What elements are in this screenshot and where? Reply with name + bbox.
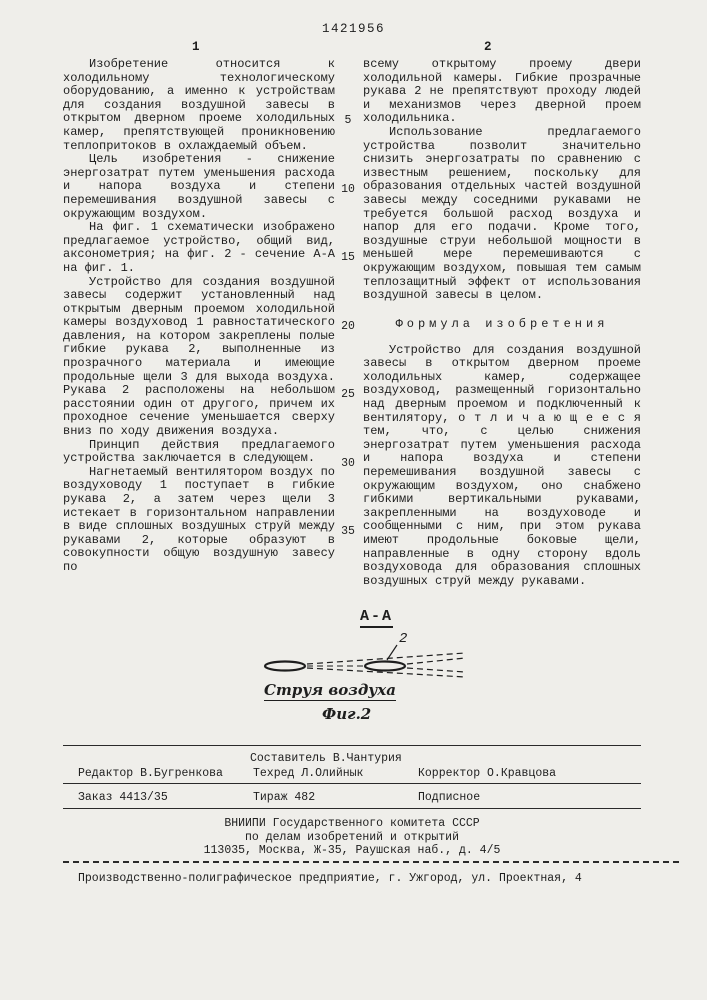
dashed-divider bbox=[63, 861, 679, 863]
air-jet-dashed-line bbox=[407, 658, 465, 664]
org-address-line: 113035, Москва, Ж-35, Раушская наб., д. 4/5 bbox=[203, 844, 501, 857]
paragraph: Цель изобретения - снижение энергозатрат путем уменьшения расхода и напора воздуха и степени перемешивания воздушной завесы с окружающим воздухом. bbox=[63, 152, 335, 221]
paragraph: Использование предлагаемого устройства позволит значительно снизить энергозатраты по сравнению с известным решением, поскольку для образования отдельных частей воздушной завесы между соседними рукавами не требуется большой расход воздуха и напор для его подачи. Кроме того, воздушные струи небольшой мощности в меньшей мере перемешиваются с окружающим воздухом, повышая тем самым теплозащитный эффект от использования воздушной завесы в целом. bbox=[363, 124, 641, 303]
air-jet-dashed-line bbox=[307, 668, 465, 677]
paragraph: На фиг. 1 схематически изображено предлагаемое устройство, общий вид, аксонометрия; на фиг. 2 - сечение А-А на фиг. 1. bbox=[63, 220, 335, 275]
formula-heading: Формула изобретения bbox=[395, 316, 609, 331]
line-number: 20 bbox=[341, 320, 355, 333]
line-number: 35 bbox=[341, 525, 355, 538]
line-number: 5 bbox=[344, 114, 352, 127]
part-number-label: 2 bbox=[399, 631, 408, 647]
line-number: 15 bbox=[341, 251, 355, 264]
paragraph: Изобретение относится к холодильному технологическому оборудованию, а именно к устройствам для создания воздушной завесы в открытом дверном проеме холодильных камер, препятствующей проникновению теплопритоков в охлаждаемый объем. bbox=[63, 57, 335, 153]
org-name-line: ВНИИПИ Государственного комитета СССР bbox=[224, 817, 480, 830]
imprint-footer bbox=[63, 745, 641, 895]
right-column bbox=[363, 58, 641, 588]
printing-house-line: Производственно-полиграфическое предприятие, г. Ужгород, ул. Проектная, 4 bbox=[78, 872, 582, 885]
figure-drawing bbox=[250, 627, 490, 687]
order-number: Заказ 4413/35 bbox=[78, 791, 168, 804]
tech-editor-credit: Техред Л.Олийнык bbox=[253, 767, 364, 780]
paragraph: Принцип действия предлагаемого устройства заключается в следующем. bbox=[63, 437, 335, 466]
section-a-a-label: А-А bbox=[360, 608, 393, 628]
paragraph: Устройство для создания воздушной завесы содержит установленный над открытым дверным проемом холодильной камеры воздуховод 1 равностатического давления, на котором закреплены полые гибкие рукава 2, выполненные из прозрачного материала и имеющие продольные щели 3 для выхода воздуха. Рукава 2 расположены на небольшом расстоянии один от другого, причем их проходное сечение уменьшается сверху вниз по ходу движения воздуха. bbox=[63, 274, 335, 439]
line-number: 30 bbox=[341, 457, 355, 470]
divider bbox=[63, 808, 641, 809]
divider bbox=[63, 783, 641, 784]
column-number-right: 2 bbox=[484, 40, 492, 54]
air-jet-label: Струя воздуха bbox=[264, 681, 396, 699]
air-jet-dashed-line bbox=[407, 668, 465, 672]
print-run: Тираж 482 bbox=[253, 791, 316, 804]
paragraph: всему открытому проему двери холодильной камеры. Гибкие прозрачные рукава 2 не препятствуют проходу людей и механизмов через дверной проем холодильника. bbox=[363, 57, 641, 126]
sleeve-section bbox=[265, 662, 305, 671]
line-number: 25 bbox=[341, 388, 355, 401]
subscription-note: Подписное bbox=[418, 791, 481, 804]
editor-credit: Редактор В.Бугренкова bbox=[78, 767, 223, 780]
paragraph: Нагнетаемый вентилятором воздух по воздуховоду 1 поступает в гибкие рукава 2, а затем через щели 3 истекает в горизонтальном направлении в виде сплошных воздушных струй между рукавами 2, которые образуют в совокупности общую воздушную завесу по bbox=[63, 464, 335, 574]
patent-number: 1421956 bbox=[321, 22, 385, 36]
corrector-credit: Корректор О.Кравцова bbox=[418, 767, 557, 780]
org-dept-line: по делам изобретений и открытий bbox=[245, 831, 459, 844]
sleeve-section bbox=[365, 662, 405, 671]
figure-2 bbox=[250, 605, 510, 735]
column-number-left: 1 bbox=[192, 40, 200, 54]
paragraph: Устройство для создания воздушной завесы в открытом дверном проеме холодильных камер, содержащее воздуховод, размещенный горизонтально над дверным проемом и подключенный к вентилятору, о т л и ч а ю щ е е с я тем, что, с целью снижения энергозатрат путем уменьшения расхода и напора воздуха и степени перемешивания воздушной завесы с окружающим воздухом, оно снабжено гибкими вертикальными рукавами, закрепленными на воздуховоде и сообщенными с ним, при этом рукава имеют продольные боковые щели, направленные в одну сторону вдоль воздуховода для образования сплошных воздушных струй между рукавами. bbox=[363, 342, 641, 588]
compiler-credit: Составитель В.Чантурия bbox=[250, 752, 402, 765]
divider bbox=[63, 745, 641, 746]
line-number: 10 bbox=[341, 183, 355, 196]
text-columns bbox=[63, 58, 641, 618]
figure-caption: Фиг.2 bbox=[322, 705, 372, 723]
left-column bbox=[63, 58, 335, 575]
